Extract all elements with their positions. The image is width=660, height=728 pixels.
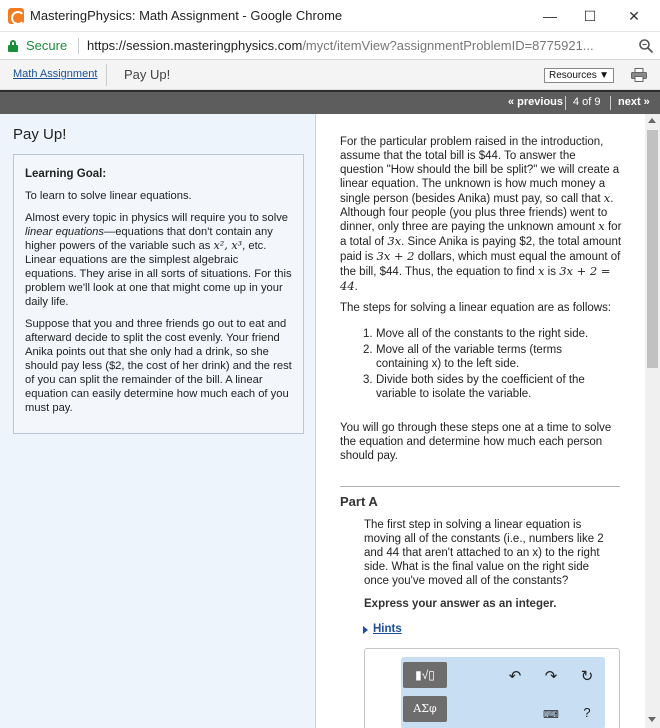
problem-position: 4 of 9 [573, 96, 601, 108]
list-item: 2. Move all of the variable terms (terms containing x) to the left side. [363, 343, 562, 370]
answer-instruction: Express your answer as an integer. [364, 598, 557, 610]
symbols-button[interactable]: ΑΣφ [403, 696, 447, 722]
undo-icon[interactable]: ↶ [508, 668, 522, 685]
address-bar [0, 32, 660, 60]
secure-label[interactable]: Secure [26, 38, 68, 53]
part-a-title: Part A [340, 494, 378, 509]
next-link[interactable]: next » [618, 96, 650, 108]
answer-editor[interactable] [364, 648, 620, 728]
list-item: 3. Divide both sides by the coefficient of the variable to isolate the variable. [363, 373, 585, 400]
page-scrollbar[interactable] [645, 114, 660, 728]
minimize-button[interactable]: — [543, 8, 557, 24]
mastering-app-icon [8, 8, 24, 24]
url-input[interactable] [87, 38, 627, 53]
list-item: 1. Move all of the constants to the right side. [363, 328, 589, 340]
breadcrumb-current: Pay Up! [124, 67, 171, 82]
nav-divider [565, 96, 566, 110]
lock-icon[interactable] [8, 40, 18, 52]
reset-icon[interactable]: ↻ [580, 668, 594, 685]
resources-dropdown[interactable] [544, 68, 614, 83]
breadcrumb-divider [106, 64, 107, 86]
scroll-down-icon[interactable] [648, 717, 656, 722]
steps-list [363, 328, 617, 404]
print-icon[interactable] [631, 68, 647, 82]
hints-expand-icon[interactable] [363, 626, 368, 634]
previous-link[interactable]: « previous [508, 96, 564, 108]
resources-label: Resources [549, 70, 597, 81]
math-toolbar [401, 657, 605, 728]
hints-link[interactable]: Hints [373, 623, 402, 635]
keyboard-icon[interactable]: ⌨ [543, 709, 559, 721]
problem-paragraph-1: For the particular problem raised in the introduction, assume that the total bill is $44. To answer the question "How should the bill be split?" we will create a linear equation. The unknown is how much money a single person (besides Anika) must pay, so call that x. Although four people (you plus three friends) went to dinner, only three are paying the unknown amount x for a total of 3x. Since Anika is paying $2, the total amount paid is 3x + 2 dollars, which must equal the amount of the bill, $44. Thus, the equation to find x is 3x + 2 = 44. [340, 136, 622, 294]
maximize-button[interactable]: ☐ [583, 8, 597, 24]
zoom-icon[interactable] [638, 38, 654, 54]
redo-icon[interactable]: ↷ [544, 668, 558, 685]
learning-goal-box [13, 154, 304, 434]
scroll-up-icon[interactable] [648, 118, 656, 123]
url-path: /myct/itemView?assignmentProblemID=8775921... [302, 38, 594, 53]
problem-navigation [0, 90, 660, 114]
part-divider [340, 486, 620, 487]
help-icon[interactable]: ? [583, 705, 591, 720]
window-titlebar [0, 0, 660, 32]
part-a-question: The first step in solving a linear equation is moving all of the constants (i.e., numbers like 2 and 44 that aren't attached to an x) to the right side. What is the final value on the right side once you've moved all of the constants? [364, 519, 604, 587]
nav-divider [610, 96, 611, 110]
address-divider [78, 38, 79, 54]
problem-paragraph-2: The steps for solving a linear equation are as follows: [340, 302, 612, 314]
window-title: MasteringPhysics: Math Assignment - Google Chrome [30, 8, 343, 23]
assignment-header [0, 60, 660, 90]
learning-goal-heading: Learning Goal: [25, 168, 107, 180]
intro-paragraph-2: Suppose that you and three friends go out to eat and afterward decide to split the cost evenly. Your friend Anika points out that she only had a drink, so she should pay less ($2, the cost of her drink) and the rest of you can split the remainder of the bill. A linear equation can easily determine how much each of you must pay. [25, 318, 292, 414]
learning-goal-text: To learn to solve linear equations. [25, 190, 192, 202]
problem-title: Pay Up! [13, 126, 67, 143]
intro-paragraph-1: Almost every topic in physics will require you to solve linear equations—equations that don't contain any higher powers of the variable such as x², x³, etc. Linear equations are the simplest algebraic equations. They arise in all sorts of situations. For this problem we'll look at one that might come up in your daily life. [25, 212, 292, 308]
breadcrumb-math-assignment[interactable]: Math Assignment [13, 68, 98, 80]
problem-paragraph-3: You will go through these steps one at a time to solve the equation and determine how much each person should pay. [340, 422, 612, 462]
intro-pane [0, 114, 316, 728]
scroll-thumb[interactable] [647, 130, 658, 368]
close-button[interactable]: ✕ [628, 8, 640, 24]
dropdown-arrow-icon: ▼ [599, 70, 609, 81]
templates-button[interactable]: ▮√▯ [403, 662, 447, 688]
problem-pane [317, 114, 645, 728]
url-host: https://session.masteringphysics.com [87, 38, 303, 53]
